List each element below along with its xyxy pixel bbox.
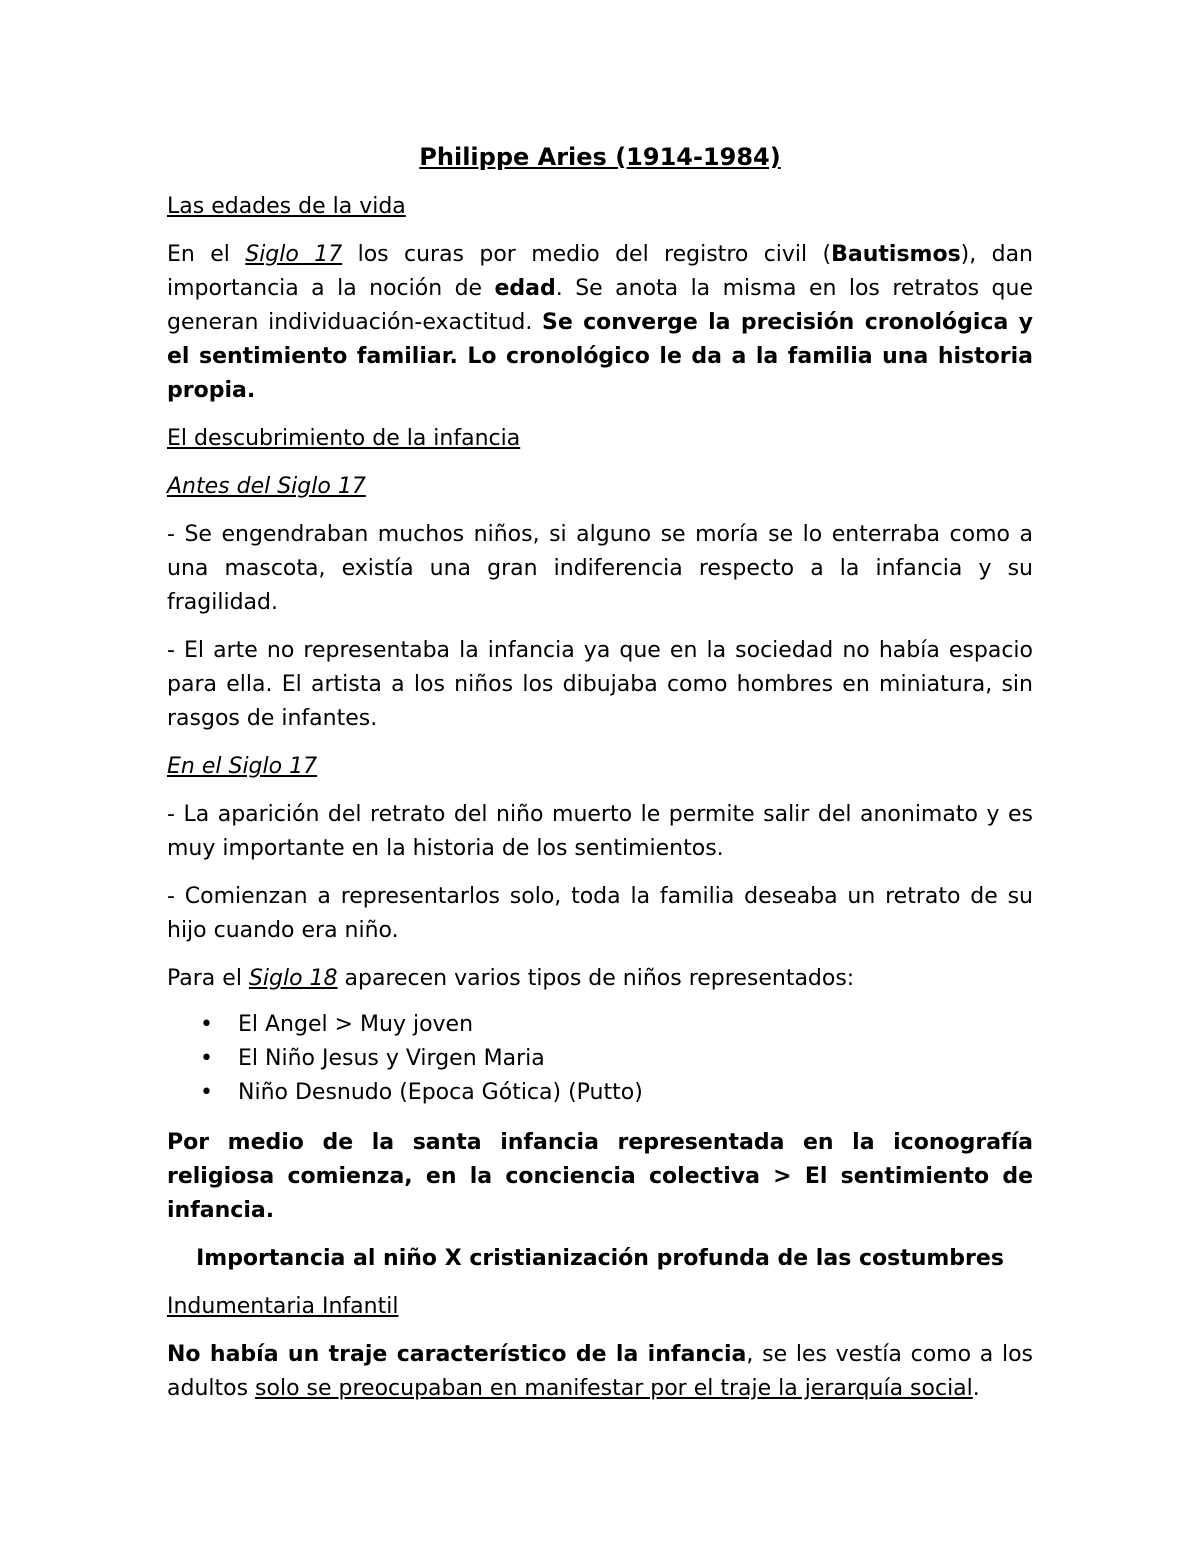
text-run: . (972, 1376, 980, 1401)
siglo-17-reference: Siglo 17 (245, 242, 343, 267)
conclusion-paragraph: Por medio de la santa infancia representada en la iconografía religiosa comienza, en la conciencia colectiva > El sentimiento de infancia. (167, 1130, 1033, 1223)
list-item: • El Niño Jesus y Virgen Maria (167, 1042, 1033, 1076)
paragraph-antes-2: - El arte no representaba la infancia ya que en la sociedad no había espacio para ella. El artista a los niños los dibujaba como hombres en miniatura, sin rasgos de infantes. (167, 638, 1033, 731)
underlined-statement: solo se preocupaban en manifestar por el traje la jerarquía social (255, 1376, 973, 1401)
paragraph-antes-1: - Se engendraban muchos niños, si alguno se moría se lo enterraba como a una mascota, existía una gran indiferencia respecto a la infancia y su fragilidad. (167, 522, 1033, 615)
section-heading-indumentaria: Indumentaria Infantil (167, 1294, 399, 1319)
subheading-en-siglo-17: En el Siglo 17 (167, 754, 318, 779)
bold-statement: No había un traje característico de la infancia (167, 1342, 747, 1367)
bautismos-term: Bautismos (831, 242, 961, 267)
paragraph-en-2: - Comienzan a representarlos solo, toda la familia deseaba un retrato de su hijo cuando era niño. (167, 884, 1033, 943)
bold-statement: Se converge la precisión cronológica y el sentimiento familiar. Lo cronológico le da a la familia una historia propia. (167, 310, 1033, 403)
list-item: • Niño Desnudo (Epoca Gótica) (Putto) (167, 1076, 1033, 1110)
text-run: , se les vestía como a los adultos (167, 1342, 1033, 1401)
text-run: los curas por medio del registro civil ( (342, 242, 832, 267)
siglo-18-reference: Siglo 18 (248, 966, 338, 991)
paragraph-en-1: - La aparición del retrato del niño muerto le permite salir del anonimato y es muy importante en la historia de los sentimientos. (167, 802, 1033, 861)
subheading-antes-siglo-17: Antes del Siglo 17 (167, 474, 366, 499)
document-page (167, 140, 1033, 1420)
paragraph-edades (167, 238, 1033, 408)
text-run: En el (167, 242, 246, 267)
paragraph-siglo-18 (167, 962, 1033, 996)
text-run: . Se anota la misma en los retratos que generan individuación-exactitud. (167, 276, 1033, 335)
list-item: • El Angel > Muy joven (167, 1008, 1033, 1042)
edad-term: edad (494, 276, 556, 301)
text-run: aparecen varios tipos de niños representados: (337, 966, 855, 991)
representation-types-list (167, 1008, 1033, 1110)
section-heading-edades: Las edades de la vida (167, 194, 406, 219)
paragraph-indumentaria (167, 1338, 1033, 1406)
document-title: Philippe Aries (1914-1984) (419, 143, 781, 171)
text-run: ), dan importancia a la noción de (167, 242, 1034, 301)
text-run: Para el (167, 966, 249, 991)
importancia-statement: Importancia al niño X cristianización profunda de las costumbres (196, 1246, 1004, 1271)
section-heading-descubrimiento: El descubrimiento de la infancia (167, 426, 521, 451)
